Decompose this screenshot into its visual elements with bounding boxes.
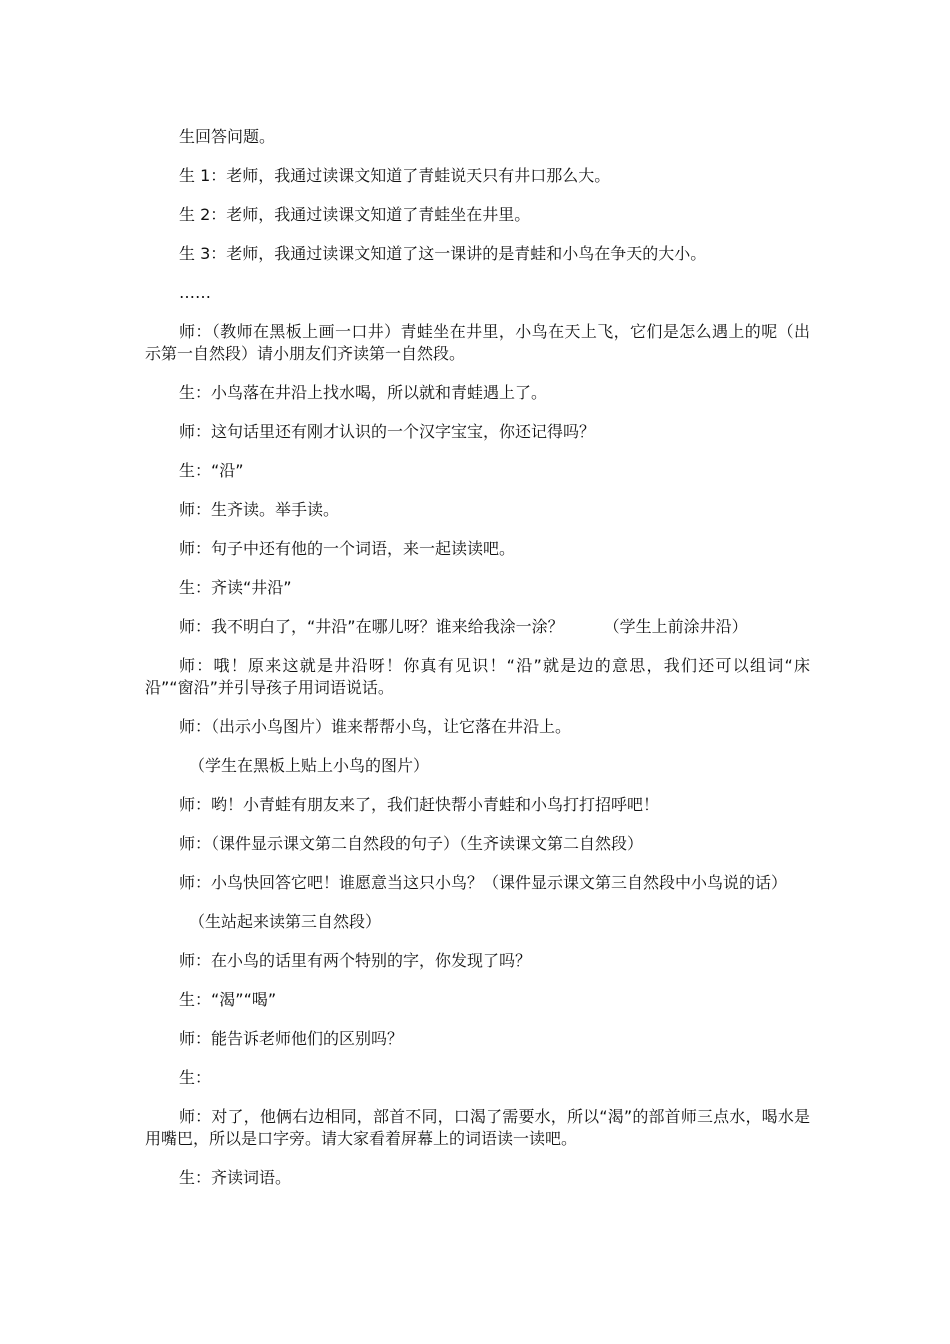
- paragraph: 师：这句话里还有刚才认识的一个汉字宝宝，你还记得吗？: [179, 422, 596, 441]
- paragraph: 师：生齐读。举手读。: [179, 500, 340, 519]
- paragraph: 师：哟！小青蛙有朋友来了，我们赶快帮小青蛙和小鸟打打招呼吧！: [179, 795, 660, 814]
- paragraph: 生：“渴”“喝”: [179, 990, 277, 1009]
- paragraph: 生：“沿”: [179, 461, 244, 480]
- paragraph: 师：我不明白了，“井沿”在哪儿呀？谁来给我涂一涂？ （学生上前涂井沿）: [179, 617, 748, 636]
- paragraph: 生：齐读“井沿”: [179, 578, 292, 597]
- paragraph: 师：哦！原来这就是井沿呀！你真有见识！“沿”就是边的意思，我们还可以组词“床沿”“窗沿”并引导孩子用词语说话。: [145, 656, 810, 697]
- paragraph: 师：（教师在黑板上画一口井）青蛙坐在井里，小鸟在天上飞，它们是怎么遇上的呢（出示第一自然段）请小朋友们齐读第一自然段。: [145, 322, 810, 363]
- paragraph: 生：小鸟落在井沿上找水喝，所以就和青蛙遇上了。: [179, 383, 548, 402]
- paragraph: 师：句子中还有他的一个词语，来一起读读吧。: [179, 539, 516, 558]
- paragraph: 生：齐读词语。: [179, 1168, 292, 1187]
- paragraph: 师：（课件显示课文第二自然段的句子）（生齐读课文第二自然段）: [179, 834, 644, 853]
- paragraph: 生 3：老师，我通过读课文知道了这一课讲的是青蛙和小鸟在争天的大小。: [179, 244, 707, 263]
- paragraph: 生 2：老师，我通过读课文知道了青蛙坐在井里。: [179, 205, 531, 224]
- paragraph: 生：: [179, 1068, 212, 1087]
- paragraph: （学生在黑板上贴上小鸟的图片）: [189, 756, 430, 775]
- paragraph: 师：小鸟快回答它吧！谁愿意当这只小鸟？（课件显示课文第三自然段中小鸟说的话）: [179, 873, 788, 892]
- paragraph: 师：（出示小鸟图片）谁来帮帮小鸟，让它落在井沿上。: [179, 717, 572, 736]
- paragraph: 生回答问题。: [179, 127, 276, 146]
- paragraph: 师：在小鸟的话里有两个特别的字，你发现了吗？: [179, 951, 532, 970]
- paragraph: ……: [179, 283, 211, 302]
- paragraph: 师：对了，他俩右边相同，部首不同，口渴了需要水，所以“渴”的部首师三点水，喝水是用嘴巴，所以是口字旁。请大家看着屏幕上的词语读一读吧。: [145, 1107, 810, 1148]
- paragraph: 生 1：老师，我通过读课文知道了青蛙说天只有井口那么大。: [179, 166, 611, 185]
- lesson-transcript: [145, 126, 810, 1206]
- paragraph: 师：能告诉老师他们的区别吗？: [179, 1029, 404, 1048]
- paragraph: （生站起来读第三自然段）: [189, 912, 382, 931]
